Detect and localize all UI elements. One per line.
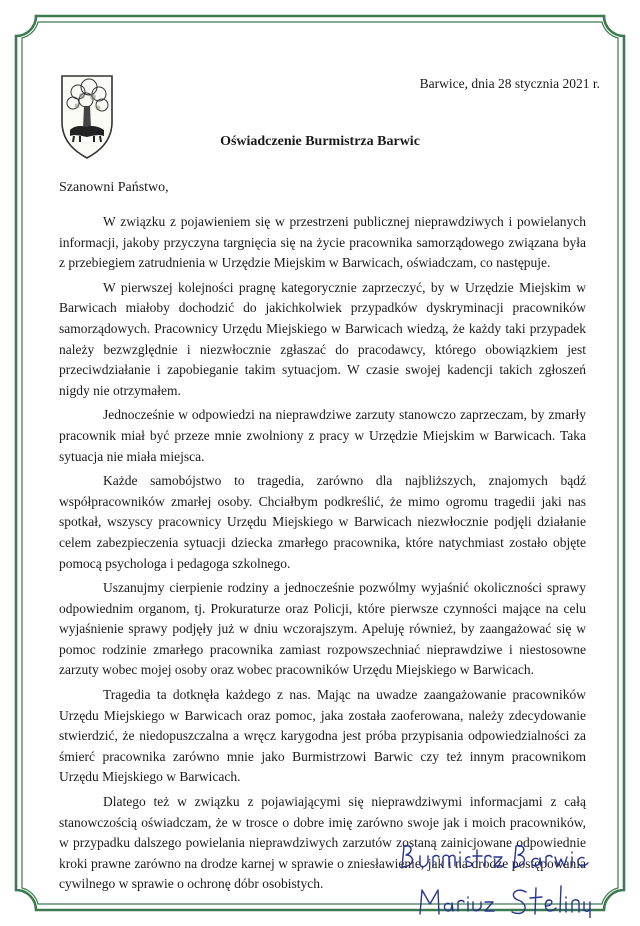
- handwritten-signature: [398, 838, 608, 918]
- paragraph: Dlatego też w związku z pojawiającymi się nieprawdziwymi informacjami z całą stanowczością oświadczam, że w trosce o dobre imię zarówno swoje jak i moich pracowników, w przypadku dalszego powielania nieprawdziwych zarzutów zostaną zainicjowane odpowiednie kroki prawne zarówno na drodze karnej w sprawie o zniesławienie, jak i na drodze postępowania cywilnego w sprawie o ochronę dóbr osobistych.: [59, 794, 586, 892]
- paragraph: W związku z pojawieniem się w przestrzeni publicznej nieprawdziwych i powielanych informacji, jakoby przyczyna targnięcia się na życie pracownika samorządowego związana była z przebiegiem zatrudnienia w Urzędzie Miejskim w Barwicach, oświadczam, co następuje.: [59, 214, 586, 271]
- document-title: Oświadczenie Burmistrza Barwic: [220, 134, 420, 149]
- date-line: Barwice, dnia 28 stycznia 2021 r.: [419, 76, 600, 91]
- paragraph: Tragedia ta dotknęła każdego z nas. Mając na uwadze zaangażowanie pracowników Urzędu Miejskiego w Barwicach oraz pomoc, jaka została zaoferowana, należy zdecydowanie stwierdzić, że niedopuszczalna a wręcz karygodna jest próba przypisania odpowiedzialności za śmierć pracownika zarówno mnie jako Burmistrzowi Barwic czy też innym pracownikom Urzędu Miejskiego w Barwicach.: [59, 687, 586, 785]
- paragraph: Uszanujmy cierpienie rodziny a jednocześnie pozwólmy wyjaśnić okoliczności sprawy odpowiednim organom, tj. Prokuraturze oraz Policji, które pierwsze czynności mające na celu wyjaśnienie sprawy podjęły już w dniu wczorajszym. Apeluję również, by zaangażować się w pomoc rodzinie zmarłego pracownika zamiast rozpowszechniać nieprawdziwe i niestosowne zarzuty wobec mojej osoby oraz wobec pracowników Urzędu Miejskiego w Barwicach.: [59, 580, 586, 678]
- salutation: Szanowni Państwo,: [59, 180, 169, 195]
- paragraph: Jednocześnie w odpowiedzi na nieprawdziwe zarzuty stanowczo zaprzeczam, by zmarły pracownik miał być przeze mnie zwolniony z pracy w Urzędzie Miejskim w Barwicach. Taka sytuacja nie miała miejsca.: [59, 407, 586, 464]
- paragraph: W pierwszej kolejności pragnę kategorycznie zaprzeczyć, by w Urzędzie Miejskim w Barwicach miałoby dochodzić do jakichkolwiek przypadków dyskryminacji pracowników samorządowych. Pracownicy Urzędu Miejskiego w Barwicach wiedzą, że każdy taki przypadek należy bezwzględnie i niezwłocznie zgłaszać do pracodawcy, którego obowiązkiem jest przeciwdziałanie i zapobieganie takim sytuacjom. W czasie swojej kadencji takich zgłoszeń nigdy nie otrzymałem.: [59, 279, 586, 398]
- paragraph: Każde samobójstwo to tragedia, zarówno dla najbliższych, znajomych bądź współpracowników zmarłej osoby. Chciałbym podkreślić, że mimo ogromu tragedii jaki nas spotkał, wszyscy pracownicy Urzędu Miejskiego w Barwicach niezwłocznie podjęli działanie celem zabezpieczenia sytuacji dziecka zmarłego pracownika, które natychmiast zostało objęte pomocą psychologa i pedagoga szkolnego.: [59, 473, 586, 571]
- letter-body: [59, 212, 586, 899]
